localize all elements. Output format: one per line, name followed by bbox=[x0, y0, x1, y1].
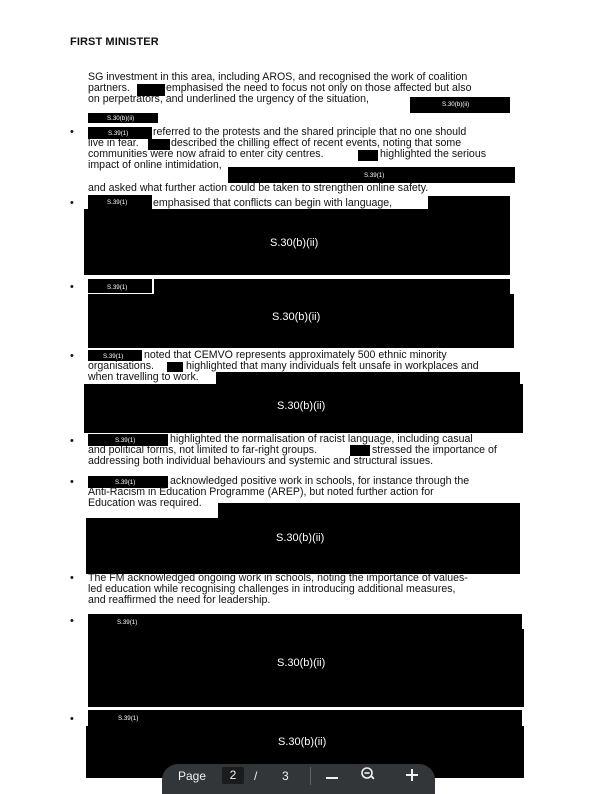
bullet2-line4: impact of online intimidation, bbox=[88, 159, 222, 171]
bullet2-line2a: live in fear. bbox=[88, 137, 139, 149]
current-page-input[interactable]: 2 bbox=[222, 767, 244, 784]
redaction-tag: S.30(b)(ii) bbox=[270, 237, 319, 249]
redaction-tag: S.30(b)(ii) bbox=[277, 657, 326, 669]
bullet6-line2a: and political forms, not limited to far-right groups. bbox=[88, 444, 318, 456]
page-label: Page bbox=[178, 769, 207, 783]
redaction-box bbox=[218, 503, 520, 518]
zoom-in-button[interactable] bbox=[404, 767, 420, 786]
toolbar-divider bbox=[310, 767, 311, 785]
redaction-tag: S.39(1) bbox=[108, 130, 129, 137]
bullet2-line1: referred to the protests and the shared principle that no one should bbox=[153, 126, 467, 138]
bullet5-line3: when travelling to work. bbox=[88, 371, 199, 383]
bullet-marker: • bbox=[70, 435, 74, 447]
bullet-marker: • bbox=[70, 572, 74, 584]
redaction-box bbox=[154, 279, 510, 294]
bullet8-line1: The FM acknowledged ongoing work in schools, noting the importance of values- bbox=[88, 572, 468, 584]
bullet-marker: • bbox=[70, 615, 74, 627]
redaction-box bbox=[358, 150, 378, 161]
bullet2-line3b: highlighted the serious bbox=[380, 148, 487, 160]
redaction-tag: S.30(b)(ii) bbox=[276, 532, 325, 544]
redaction-tag: S.39(1) bbox=[364, 172, 385, 179]
bullet2-line2b: described the chilling effect of recent events, noting that some bbox=[171, 137, 462, 149]
redaction-box bbox=[88, 614, 522, 629]
bullet2-line3a: communities were now afraid to enter city centres. bbox=[88, 148, 324, 160]
bullet7-line1: acknowledged positive work in schools, for instance through the bbox=[170, 475, 470, 487]
plus-icon bbox=[404, 767, 420, 783]
redaction-tag: S.30(b)(ii) bbox=[442, 101, 470, 108]
bullet5-line1: noted that CEMVO represents approximately 500 ethnic minority bbox=[144, 349, 447, 361]
section-heading: FIRST MINISTER bbox=[70, 36, 159, 48]
para1-line3: on perpetrators, and underlined the urgency of the situation, bbox=[88, 93, 369, 105]
redaction-block bbox=[86, 518, 520, 574]
bullet7-line2: Anti-Racism in Education Programme (AREP), but noted further action for bbox=[88, 486, 434, 498]
para1-line2b: emphasised the need to focus not only on those affected but also bbox=[166, 82, 472, 94]
bullet6-line2b: stressed the importance of bbox=[372, 444, 497, 456]
zoom-reset-icon bbox=[360, 766, 376, 782]
redaction-tag: S.30(b)(ii) bbox=[278, 736, 327, 748]
bullet-marker: • bbox=[70, 197, 74, 209]
pdf-page-toolbar bbox=[162, 764, 435, 794]
bullet2-line5: and asked what further action could be taken to strengthen online safety. bbox=[88, 182, 429, 194]
redaction-tag: S.30(b)(ii) bbox=[277, 400, 326, 412]
redaction-tag: S.39(1) bbox=[103, 353, 124, 360]
bullet8-line2: led education while recognising challenges in introducing additional measures, bbox=[88, 583, 456, 595]
bullet5-line2a: organisations. bbox=[88, 360, 154, 372]
redaction-tag: S.30(b)(ii) bbox=[107, 115, 135, 122]
bullet8-line3: and reaffirmed the need for leadership. bbox=[88, 594, 271, 606]
para1-line2a: partners. bbox=[88, 82, 130, 94]
fit-to-page-button[interactable] bbox=[360, 766, 376, 785]
bullet6-line3: addressing both individual behaviours and systemic and structural issues. bbox=[88, 455, 434, 467]
bullet6-line1: highlighted the normalisation of racist language, including casual bbox=[170, 433, 473, 445]
total-pages: 3 bbox=[282, 769, 289, 783]
bullet-marker: • bbox=[70, 281, 74, 293]
page-separator: / bbox=[254, 769, 258, 783]
redaction-box bbox=[428, 196, 510, 210]
redaction-tag: S.39(1) bbox=[115, 479, 136, 486]
bullet-marker: • bbox=[70, 350, 74, 362]
redaction-tag: S.30(b)(ii) bbox=[272, 311, 321, 323]
redaction-tag: S.39(1) bbox=[118, 715, 139, 722]
bullet-marker: • bbox=[70, 713, 74, 725]
bullet7-line3: Education was required. bbox=[88, 497, 202, 509]
redaction-box bbox=[88, 710, 522, 726]
para1-line1: SG investment in this area, including AROS, and recognised the work of coalition bbox=[88, 71, 468, 83]
redaction-tag: S.39(1) bbox=[107, 284, 128, 291]
zoom-out-button[interactable] bbox=[324, 767, 340, 786]
redaction-tag: S.39(1) bbox=[117, 619, 138, 626]
bullet-marker: • bbox=[70, 476, 74, 488]
redaction-tag: S.39(1) bbox=[115, 437, 136, 444]
minus-icon bbox=[324, 767, 340, 783]
redaction-tag: S.39(1) bbox=[107, 199, 128, 206]
bullet3-line1: emphasised that conflicts can begin with language, bbox=[153, 197, 393, 209]
redaction-box bbox=[216, 372, 520, 384]
bullet-marker: • bbox=[70, 126, 74, 138]
bullet5-line2b: highlighted that many individuals felt unsafe in workplaces and bbox=[186, 360, 479, 372]
